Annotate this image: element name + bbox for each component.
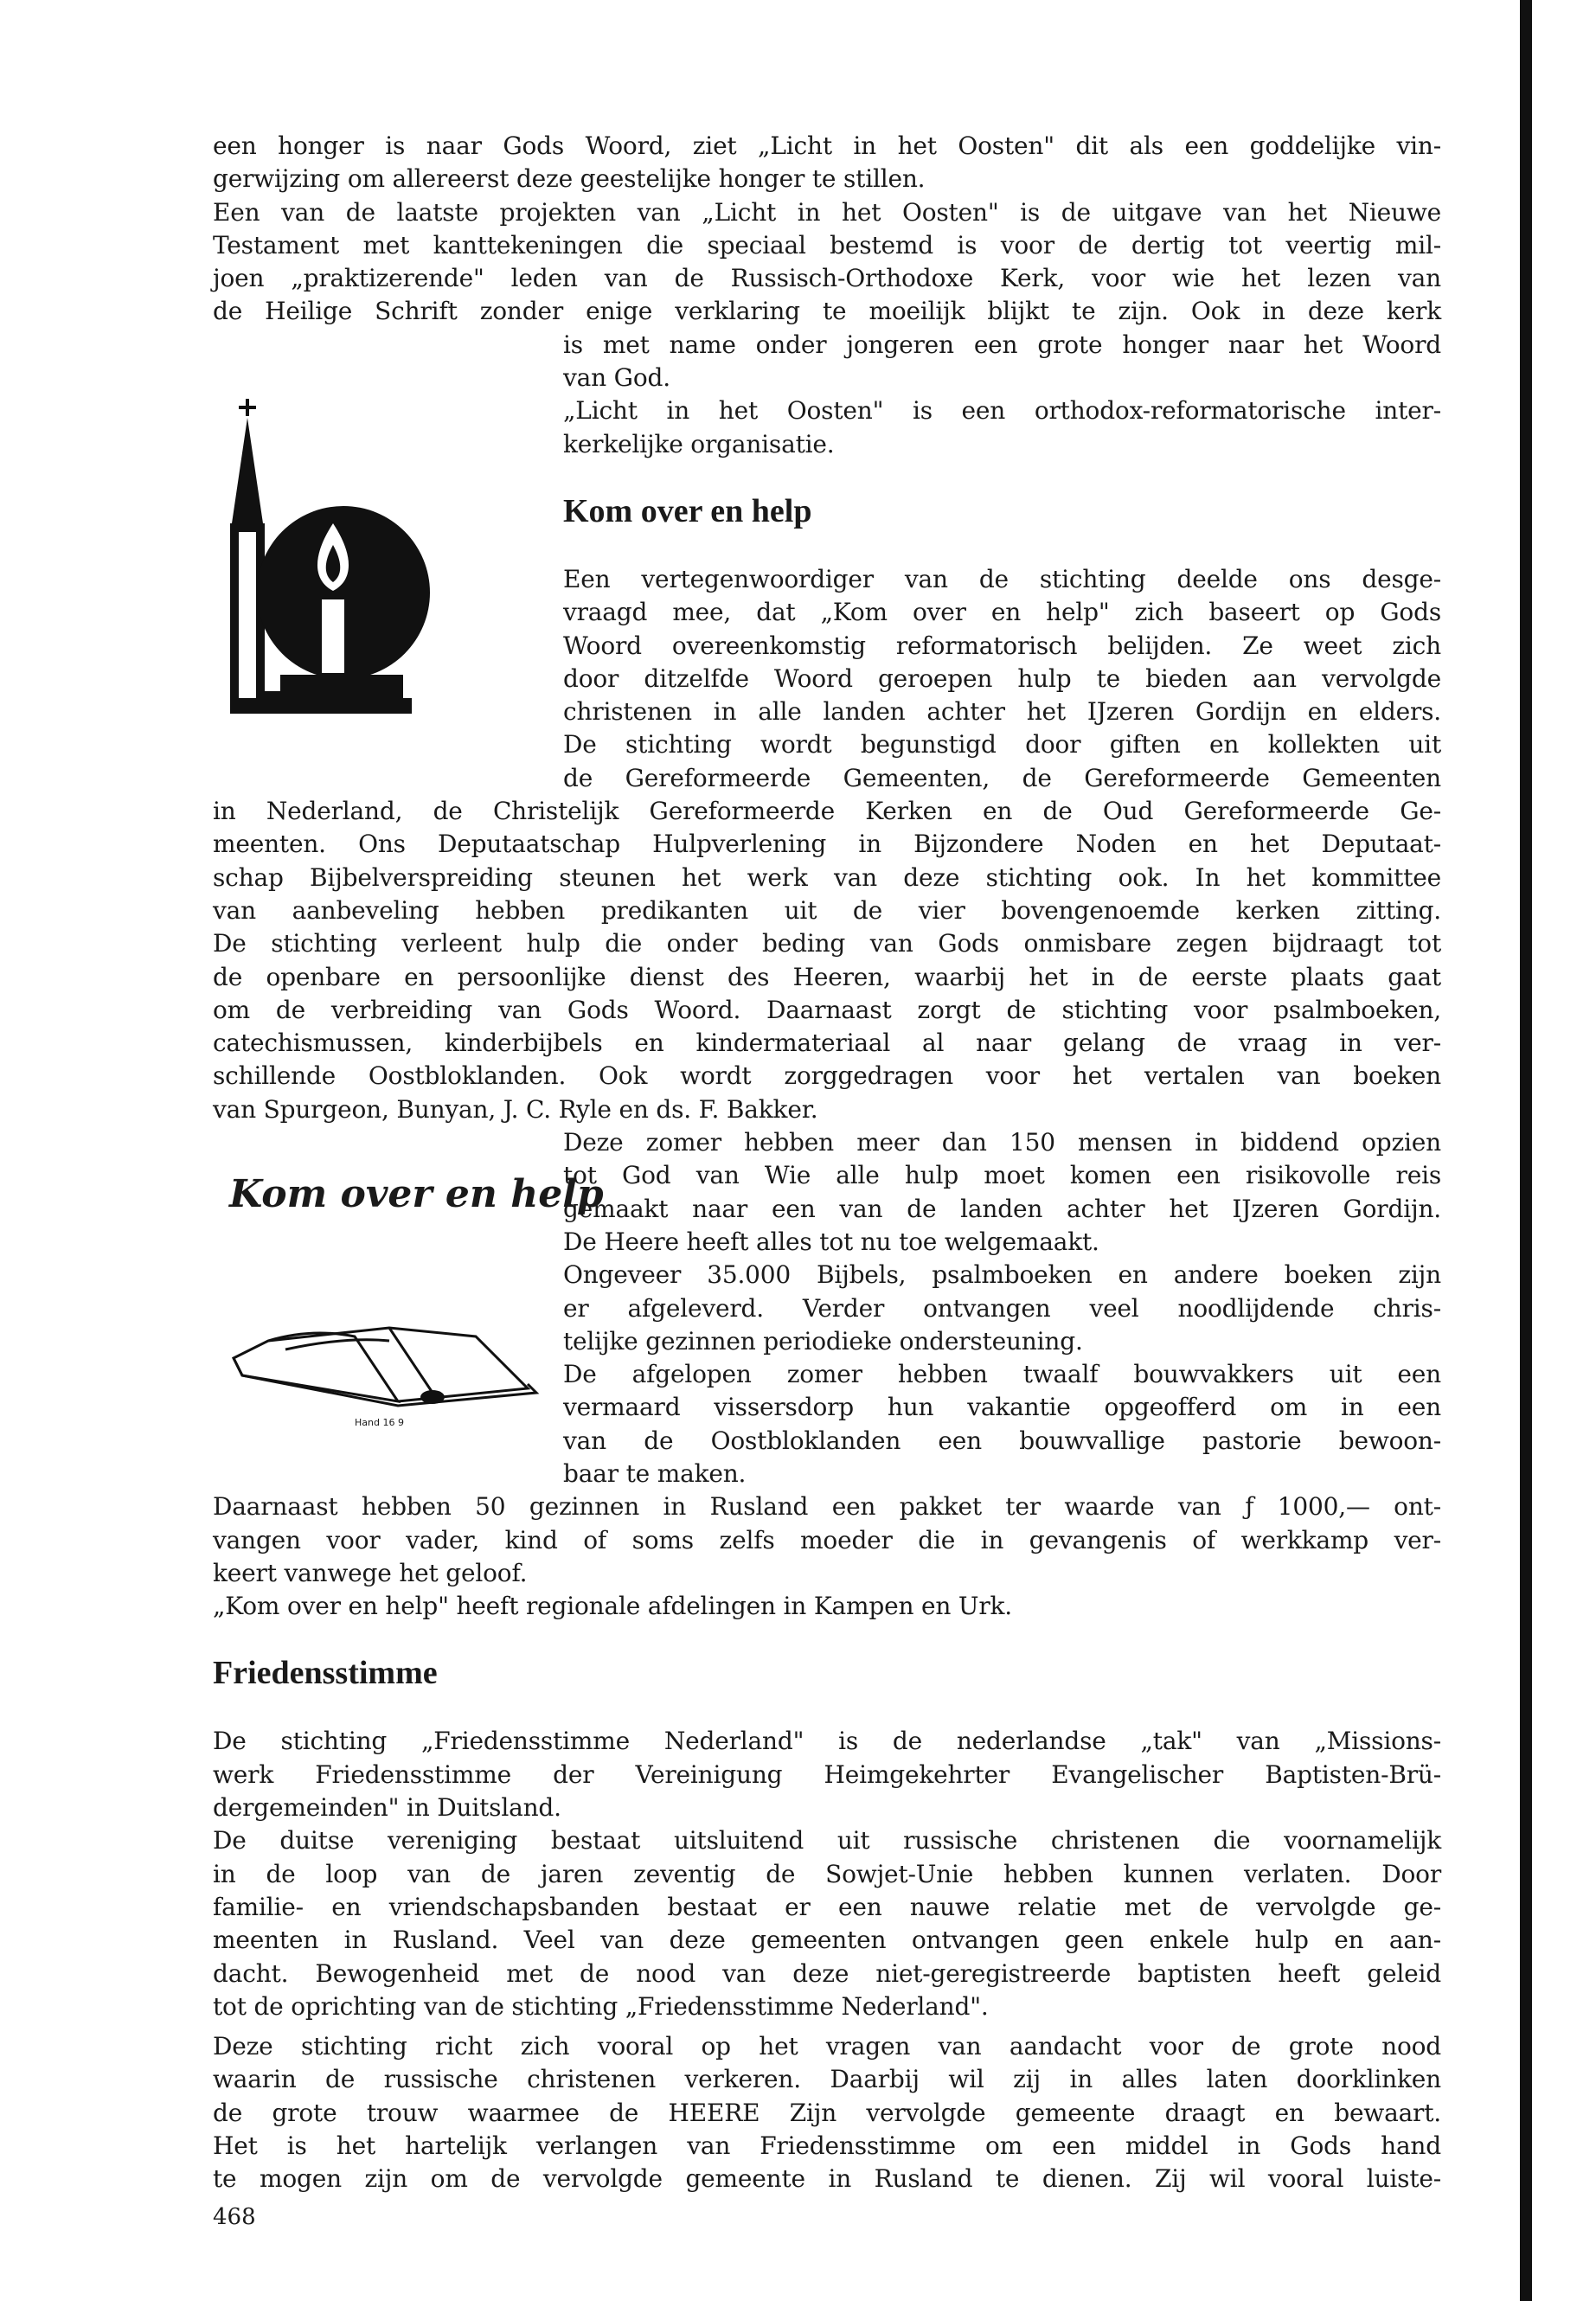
text-line: keert vanwege het geloof. (213, 1558, 528, 1587)
text-line: De Heere heeft alles tot nu toe welgemaakt. (563, 1227, 1099, 1256)
text-line: gemaakt naar een van de landen achter het IJzeren Gordijn. (563, 1194, 1441, 1223)
text-line: vraagd mee, dat „Kom over en help" zich baseert op Gods (563, 598, 1441, 627)
book-caption: Hand 16 9 (355, 1417, 404, 1428)
text-line: catechismussen, kinderbijbels en kindermateriaal al naar gelang de vraag in ver- (213, 1029, 1441, 1058)
text-line: kerkelijke organisatie. (563, 429, 835, 458)
page-number: 468 (213, 2204, 256, 2230)
text-line: vangen voor vader, kind of soms zelfs moeder die in gevangenis of werkkamp ver- (213, 1525, 1441, 1554)
text-line: christenen in alle landen achter het IJzeren Gordijn en elders. (563, 697, 1441, 727)
kom-over-en-help-logo: Kom over en help (229, 1172, 604, 1216)
text-line: Ongeveer 35.000 Bijbels, psalmboeken en andere boeken zijn (563, 1260, 1441, 1290)
text-line: Daarnaast hebben 50 gezinnen in Rusland een pakket ter waarde van ƒ 1000,— ont- (213, 1492, 1441, 1522)
scan-edge (1520, 0, 1532, 2301)
text-line: schap Bijbelverspreiding steunen het werk van deze stichting ook. In het kommittee (213, 862, 1441, 892)
section-heading: Friedensstimme (213, 1655, 438, 1692)
text-line: telijke gezinnen periodieke ondersteuning. (563, 1326, 1083, 1356)
text-line: „Licht in het Oosten" is een orthodox-reformatorische inter- (563, 396, 1441, 426)
text-line: De duitse vereniging bestaat uitsluitend uit russische christenen die voornamelijk (213, 1826, 1441, 1856)
text-line: te mogen zijn om de vervolgde gemeente in Rusland te dienen. Zij wil vooral luiste- (213, 2164, 1441, 2194)
text-line: de openbare en persoonlijke dienst des Heeren, waarbij het in de eerste plaats gaat (213, 962, 1441, 991)
text-line: meenten in Rusland. Veel van deze gemeenten ontvangen geen enkele hulp en aan- (213, 1926, 1441, 1955)
text-line: tot God van Wie alle hulp moet komen een risikovolle reis (563, 1161, 1441, 1190)
text-line: er afgeleverd. Verder ontvangen veel noodlijdende chris- (563, 1293, 1441, 1323)
text-line: De stichting verleent hulp die onder beding van Gods onmisbare zegen bijdraagt tot (213, 929, 1441, 958)
text-line: dergemeinden" in Duitsland. (213, 1793, 561, 1823)
text-line: gerwijzing om allereerst deze geestelijke honger te stillen. (213, 164, 926, 194)
text-line: Testament met kanttekeningen die speciaal bestemd is voor de dertig tot veertig mil- (213, 230, 1441, 260)
article-body (213, 130, 1441, 2196)
text-line: baar te maken. (563, 1458, 747, 1488)
text-line: de Heilige Schrift zonder enige verklaring te moeilijk blijkt te zijn. Ook in deze kerk (213, 297, 1441, 326)
text-line: waarin de russische christenen verkeren. Daarbij wil zij in alles laten doorklinken (213, 2065, 1441, 2094)
text-line: werk Friedensstimme der Vereinigung Heimgekehrter Evangelischer Baptisten-Brü- (213, 1759, 1441, 1789)
text-line: Het is het hartelijk verlangen van Friedensstimme om een middel in Gods hand (213, 2131, 1441, 2161)
text-line: door ditzelfde Woord geroepen hulp te bieden aan vervolgde (563, 663, 1441, 693)
text-line: dacht. Bewogenheid met de nood van deze niet-geregistreerde baptisten heeft geleid (213, 1958, 1441, 1988)
text-line: in Nederland, de Christelijk Gereformeerde Kerken en de Oud Gereformeerde Ge- (213, 797, 1441, 826)
text-line: De stichting wordt begunstigd door giften en kollekten uit (563, 730, 1441, 760)
text-line: vermaard vissersdorp hun vakantie opgeofferd om in een (563, 1393, 1441, 1422)
text-line: om de verbreiding van Gods Woord. Daarnaast zorgt de stichting voor psalmboeken, (213, 995, 1441, 1024)
text-line: van de Oostbloklanden een bouwvallige pastorie bewoon- (563, 1426, 1441, 1455)
text-line: van Spurgeon, Bunyan, J. C. Ryle en ds. F. Bakker. (213, 1094, 818, 1124)
text-line: van aanbeveling hebben predikanten uit de vier bovengenoemde kerken zitting. (213, 895, 1441, 925)
text-line: „Kom over en help" heeft regionale afdelingen in Kampen en Urk. (213, 1592, 1012, 1621)
text-line: de Gereformeerde Gemeenten, de Gereformeerde Gemeenten (563, 763, 1441, 792)
paragraph-gap (213, 2023, 1441, 2030)
text-line: joen „praktizerende" leden van de Russisch-Orthodoxe Kerk, voor wie het lezen van (213, 264, 1441, 293)
text-line: De stichting „Friedensstimme Nederland" is de nederlandse „tak" van „Missions- (213, 1727, 1441, 1756)
text-line: Deze zomer hebben meer dan 150 mensen in biddend opzien (563, 1128, 1441, 1157)
text-line: schillende Oostbloklanden. Ook wordt zorggedragen voor het vertalen van boeken (213, 1061, 1441, 1091)
text-line: Woord overeenkomstig reformatorisch belijden. Ze weet zich (563, 631, 1441, 660)
text-line: Een van de laatste projekten van „Licht in het Oosten" is de uitgave van het Nieuwe (213, 197, 1441, 227)
text-line: de grote trouw waarmee de HEERE Zijn vervolgde gemeente draagt en bewaart. (213, 2098, 1441, 2127)
text-line: in de loop van de jaren zeventig de Sowjet-Unie hebben kunnen verlaten. Door (213, 1859, 1441, 1888)
text-line: Een vertegenwoordiger van de stichting deelde ons desge- (563, 564, 1441, 593)
section-heading: Kom over en help (563, 492, 812, 529)
text-line: Deze stichting richt zich vooral op het vragen van aandacht voor de grote nood (213, 2032, 1441, 2061)
text-line: De afgelopen zomer hebben twaalf bouwvakkers uit een (563, 1360, 1441, 1389)
text-line: een honger is naar Gods Woord, ziet „Licht in het Oosten" dit als een goddelijke vin- (213, 131, 1441, 160)
text-line: is met name onder jongeren een grote honger naar het Woord (563, 330, 1441, 359)
text-line: van God. (563, 363, 670, 393)
text-line: meenten. Ons Deputaatschap Hulpverlening in Bijzondere Noden en het Deputaat- (213, 830, 1441, 859)
text-line: tot de oprichting van de stichting „Friedensstimme Nederland". (213, 1991, 989, 2021)
text-line: familie- en vriendschapsbanden bestaat er een nauwe relatie met de vervolgde ge- (213, 1892, 1441, 1921)
